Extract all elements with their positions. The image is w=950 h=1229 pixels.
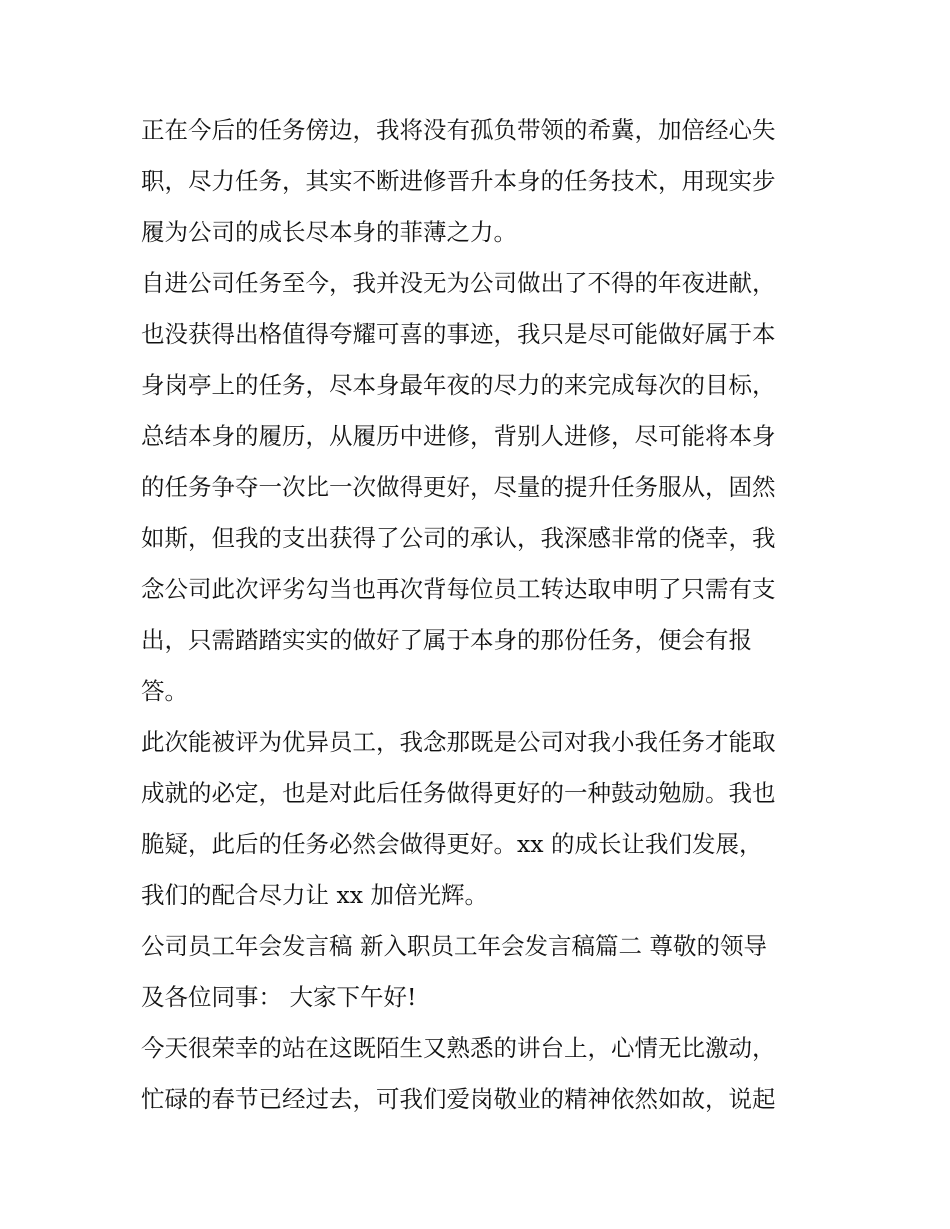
- text-line-8: 的任务争夺一次比一次做得更好，尽量的提升任务服从，固然: [141, 473, 776, 501]
- text-line-15: 脆疑，此后的任务必然会做得更好。xx 的成长让我们发展，: [141, 830, 763, 858]
- text-line-16: 我们的配合尽力让 xx 加倍光辉。: [141, 881, 488, 909]
- text-line-12: 答。: [141, 677, 188, 705]
- text-line-5: 也没获得出格值得夸耀可喜的事迹，我只是尽可能做好属于本: [141, 320, 776, 348]
- text-line-6: 身岗亭上的任务，尽本身最年夜的尽力的来完成每次的目标，: [141, 371, 776, 399]
- text-line-2: 职，尽力任务，其实不断进修晋升本身的任务技术，用现实步: [141, 167, 776, 195]
- text-line-17: 公司员工年会发言稿 新入职员工年会发言稿篇二 尊敬的领导: [141, 932, 767, 960]
- text-line-3: 履为公司的成长尽本身的菲薄之力。: [141, 218, 517, 246]
- text-line-14: 成就的必定，也是对此后任务做得更好的一种鼓动勉励。我也: [141, 779, 776, 807]
- text-line-10: 念公司此次评劣勾当也再次背每位员工转达取申明了只需有支: [141, 575, 776, 603]
- text-line-9: 如斯，但我的支出获得了公司的承认，我深感非常的侥幸，我: [141, 524, 776, 552]
- text-line-11: 出，只需踏踏实实的做好了属于本身的那份任务，便会有报: [141, 626, 752, 654]
- text-line-7: 总结本身的履历，从履历中进修，背别人进修，尽可能将本身: [141, 422, 776, 450]
- text-line-18: 及各位同事： 大家下午好!: [141, 983, 417, 1011]
- text-line-4: 自进公司任务至今，我并没无为公司做出了不得的年夜进献，: [141, 269, 776, 297]
- text-line-1: 正在今后的任务傍边，我将没有孤负带领的希冀，加倍经心失: [141, 116, 776, 144]
- text-line-19: 今天很荣幸的站在这既陌生又熟悉的讲台上，心情无比激动，: [141, 1034, 776, 1062]
- text-line-13: 此次能被评为优异员工，我念那既是公司对我小我任务才能取: [141, 728, 776, 756]
- text-line-20: 忙碌的春节已经过去，可我们爱岗敬业的精神依然如故，说起: [141, 1085, 776, 1113]
- document-body: [141, 109, 821, 1129]
